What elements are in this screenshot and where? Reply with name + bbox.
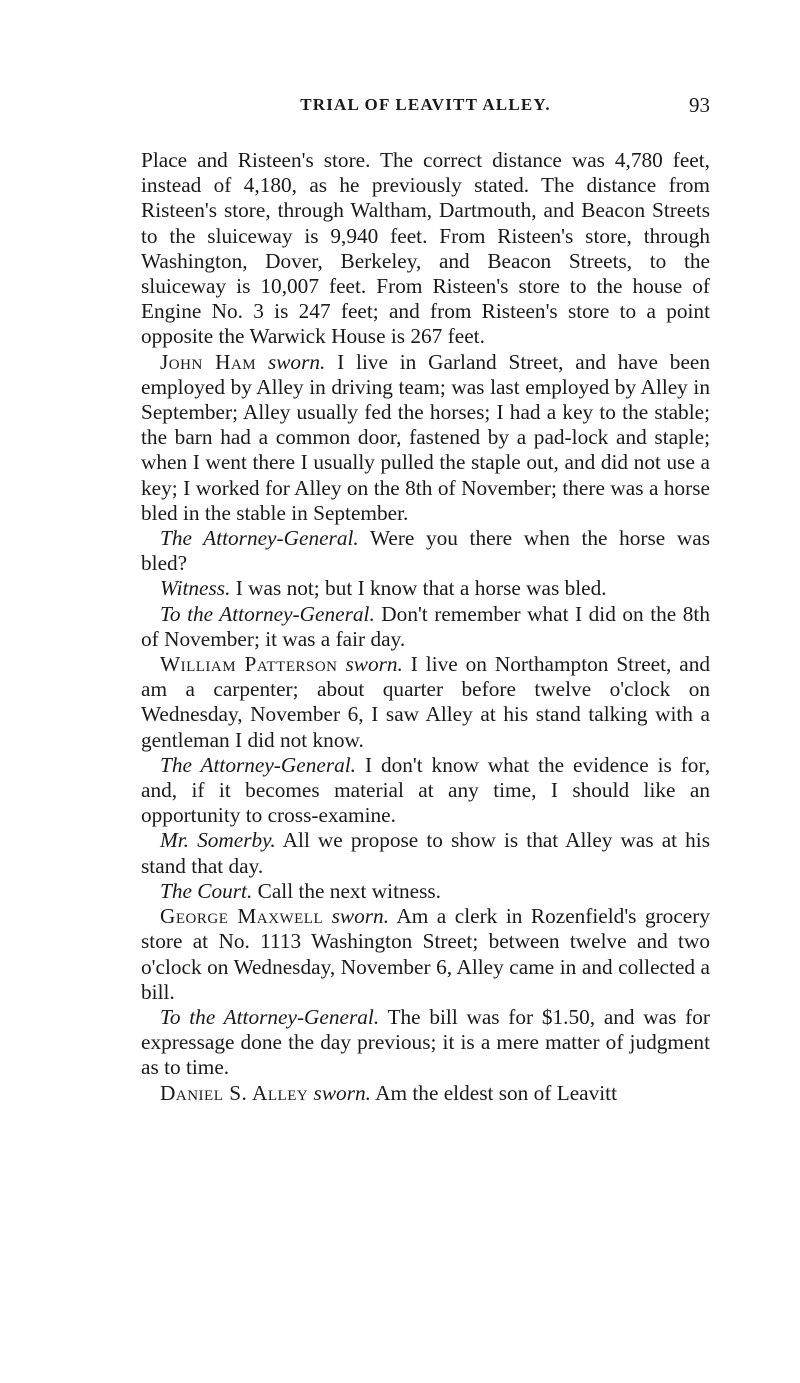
speaker-label: To the Attorney-General. [160, 601, 375, 626]
paragraph [141, 148, 710, 350]
running-title: TRIAL OF LEAVITT ALLEY. [300, 95, 551, 114]
speaker-label: To the Attorney-General. [160, 1004, 380, 1029]
paragraph [141, 526, 710, 576]
speaker-label: Mr. Somerby. [160, 828, 276, 853]
paragraph-text: Call the next witness. [257, 878, 442, 903]
paragraph [141, 879, 710, 904]
paragraph-text: I live in Garland Street, and have been employed by Alley in driving team; was last employed by Alley in September; Alley usually fed the horses; I had a key to the stable; the barn had a common door, fastened by a pad-lock and staple; when I went there I usually pulled the staple out, and did not use a key; I worked for Alley on the 8th of November; there was a horse bled in the stable in September. [141, 349, 711, 525]
paragraph [141, 828, 710, 878]
speaker-label: The Attorney-General. [160, 526, 359, 551]
witness-name: George Maxwell [160, 904, 324, 929]
paragraph-text: Don't remember what I did on the 8th of November; it was a fair day. [141, 601, 710, 651]
sworn-label: sworn. [267, 349, 326, 374]
running-head [141, 95, 710, 121]
paragraph-text: Place and Risteen's store. The correct distance was 4,780 feet, instead of 4,180, as he previously stated. The distance from Risteen's store, through Waltham, Dartmouth, and Beacon Streets to the sluiceway is 9,940 feet. From Risteen's store, through Washington, Dover, Berkeley, and Beacon Streets, to the sluiceway is 10,007 feet. From Risteen's store to the house of Engine No. 3 is 247 feet; and from Risteen's store to a point opposite the Warwick House is 267 feet. [141, 148, 710, 349]
paragraph [141, 602, 710, 652]
speaker-label: The Attorney-General. [160, 752, 357, 777]
paragraph [141, 1005, 710, 1081]
paragraph [141, 904, 710, 1005]
speaker-label: Witness. [160, 576, 231, 601]
paragraph-text: All we propose to show is that Alley was at his stand that day. [141, 828, 710, 878]
sworn-label: sworn. [313, 1080, 371, 1105]
paragraph [141, 1081, 710, 1106]
body-text [141, 148, 710, 1106]
paragraph-text: I was not; but I know that a horse was bled. [235, 576, 607, 601]
witness-name: William Patterson [160, 652, 338, 677]
paragraph-text: I don't know what the evidence is for, and, if it becomes material at any time, I should like an opportunity to cross-examine. [141, 752, 711, 828]
paragraph-text: The bill was for $1.50, and was for expressage done the day previous; it is a mere matter of judgment as to time. [141, 1004, 710, 1080]
paragraph [141, 753, 710, 829]
paragraph [141, 350, 710, 526]
witness-name: Daniel S. Alley [160, 1080, 309, 1105]
paragraph [141, 576, 710, 601]
sworn-label: sworn. [345, 652, 403, 677]
paragraph-text: Were you there when the horse was bled? [141, 526, 710, 576]
paragraph-text: Am a clerk in Rozenfield's grocery store at No. 1113 Washington Street; between twelve and two o'clock on Wednesday, November 6, Alley came in and collected a bill. [141, 904, 710, 1004]
paragraph-text: Am the eldest son of Leavitt [375, 1080, 618, 1105]
speaker-label: The Court. [160, 878, 253, 903]
paragraph-text: I live on Northampton Street, and am a carpenter; about quarter before twelve o'clock on Wednesday, November 6, I saw Alley at his stand talking with a gentleman I did not know. [141, 652, 711, 752]
page-number: 93 [689, 93, 710, 117]
sworn-label: sworn. [331, 904, 390, 929]
witness-name: John Ham [160, 349, 257, 374]
paragraph [141, 652, 710, 753]
